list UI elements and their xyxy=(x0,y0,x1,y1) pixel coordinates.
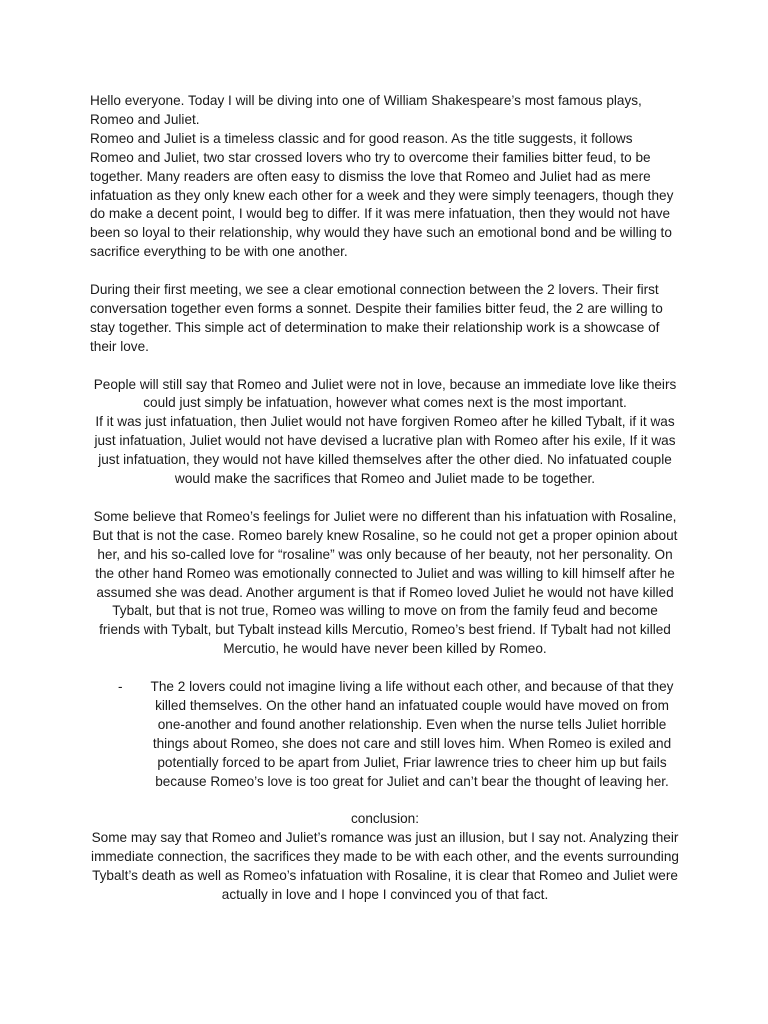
conclusion-paragraph: Some may say that Romeo and Juliet’s romance was just an illusion, but I say not. Analyzing their immediate connection, the sacrifices they made to be with each other, and the events surrounding Tybalt’s death as well as Romeo’s infatuation with Rosaline, it is clear that Romeo and Juliet were actually in love and I hope I convinced you of that fact. xyxy=(91,830,679,902)
paragraph-gap xyxy=(90,791,680,810)
bullet-text: The 2 lovers could not imagine living a life without each other, and because of that they killed themselves. On the other hand an infatuated couple would have moved on from one-another and found another relationship. Even when the nurse tells Juliet horrible things about Romeo, she does not care and still loves him. When Romeo is exiled and potentially forced to be apart from Juliet, Friar lawrence tries to cheer him up but fails because Romeo’s love is too great for Juliet and can’t bear the thought of leaving her. xyxy=(150,679,674,789)
infatuation-paragraph-b: If it was just infatuation, then Juliet would not have forgiven Romeo after he killed Tybalt, if it was just infatuation, Juliet would not have devised a lucrative plan with Romeo after his exile, If it was just infatuation, they would not have killed themselves after the other died. No infatuated couple would make the sacrifices that Romeo and Juliet made to be together. xyxy=(94,414,676,487)
rosaline-paragraph: Some believe that Romeo’s feelings for Juliet were no different than his infatuation with Rosaline, But that is not the case. Romeo barely knew Rosaline, so he could not get a proper opinion about her, and his so-called love for “rosaline” was only because of her beauty, not her personality. On the other hand Romeo was emotionally connected to Juliet and was willing to kill himself after he assumed she was dead. Another argument is that if Romeo loved Juliet he would not have killed Tybalt, but that is not true, Romeo was willing to move on from the family feud and become friends with Tybalt, but Tybalt instead kills Mercutio, Romeo’s best friend. If Tybalt had not killed Mercutio, he would have never been killed by Romeo. xyxy=(92,508,678,657)
infatuation-paragraph-a: People will still say that Romeo and Juliet were not in love, because an immediate love like theirs could just simply be infatuation, however what comes next is the most important. xyxy=(93,376,677,411)
bullet-list-item xyxy=(118,678,680,791)
paragraph-gap xyxy=(90,357,680,376)
intro-paragraph: Romeo and Juliet is a timeless classic and for good reason. As the title suggests, it follows Romeo and Juliet, two star crossed lovers who try to overcome their families bitter feud, to be together. Many readers are often easy to dismiss the love that Romeo and Juliet had as mere infatuation as they only knew each other for a week and they were simply teenagers, though they do make a decent point, I would beg to differ. If it was mere infatuation, then they would not have been so loyal to their relationship, why would they have such an emotional bond and be willing to sacrifice everything to be with one another. xyxy=(90,130,674,260)
paragraph-gap xyxy=(90,489,680,508)
first-meeting-paragraph: During their first meeting, we see a clear emotional connection between the 2 lovers. Their first conversation together even forms a sonnet. Despite their families bitter feud, the 2 are willing to stay together. This simple act of determination to make their relationship work is a showcase of their love. xyxy=(90,282,663,354)
paragraph-gap xyxy=(90,659,680,678)
paragraph-gap xyxy=(90,262,680,281)
intro-line: Hello everyone. Today I will be diving into one of William Shakespeare’s most famous plays, Romeo and Juliet. xyxy=(90,93,642,127)
document-page xyxy=(90,92,680,905)
bullet-marker: - xyxy=(118,679,123,695)
conclusion-heading: conclusion: xyxy=(350,811,419,827)
